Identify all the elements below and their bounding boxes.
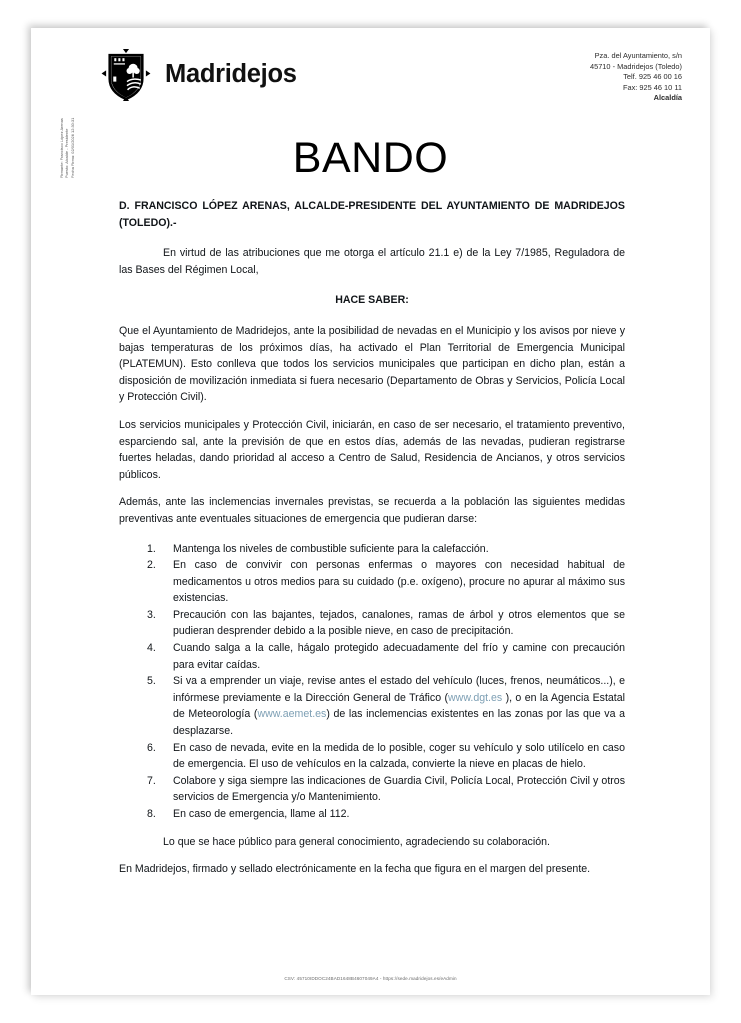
address-phone: Telf. 925 46 00 16 <box>623 72 682 82</box>
list-item: Precaución con las bajantes, tejados, canalones, ramas de árbol y otros elementos que se pudieran desprender debido a la posible nieve, en caso de precipitación. <box>173 608 625 638</box>
body-paragraph-3: Además, ante las inclemencias invernales previstas, se recuerda a la población las siguientes medidas preventivas ante eventuales situaciones de emergencia que pudieran darse: <box>119 496 625 525</box>
document-header <box>31 28 710 128</box>
aemet-website-link[interactable]: www.aemet.es <box>257 708 327 721</box>
measure-text-middle: ), o en la Agencia Estatal de Meteorología ( <box>173 691 625 721</box>
page-title: BANDO <box>292 134 449 182</box>
document-body <box>119 198 625 889</box>
document-page <box>31 28 710 995</box>
contact-address-block <box>590 51 682 104</box>
list-item: Mantenga los niveles de combustible suficiente para la calefacción. <box>173 542 489 555</box>
list-item: Colabore y siga siempre las indicaciones de Guardia Civil, Policía Local, Protección Civil y otros servicios de Emergencia y/o Mantenimiento. <box>173 774 625 804</box>
list-item <box>157 673 625 739</box>
address-city: 45710 - Madridejos (Toledo) <box>589 61 682 71</box>
list-item: En caso de convivir con personas enfermas o mayores con necesidad habitual de medicamentos u otros medios para su cuidado (p.e. oxígeno), procure no apurar al máximo sus existencias. <box>173 559 625 605</box>
measure-text-after: ) de las inclemencias existentes en las zonas por las que va a desplazarse. <box>173 708 625 738</box>
preventive-measures-list <box>119 541 625 823</box>
margin-signature-line-2: Puesto: Alcalde - Presidente <box>64 128 70 178</box>
measure-text-before: Si va a emprender un viaje, revise antes el estado del vehículo (luces, frenos, neumáticos...), e infórmese previamente e la Dirección General de Tráfico ( <box>173 675 625 704</box>
list-item: Cuando salga a la calle, hágalo protegido adecuadamente del frío y camine con precaución para evitar caídas. <box>173 642 625 671</box>
body-paragraph-1: Que el Ayuntamiento de Madridejos, ante la posibilidad de nevadas en el Municipio y los avisos por nieve y bajas temperaturas de los próximos días, ha activado el Plan Territorial de Emergencia Municipal (PLATEMUN). Esto conlleva que todos los servicios municipales que participan en dicho plan, están a disposición de movilización inmediata si fuera necesario (Departamento de Obras y Servicios, Policía Local y Protección Civil). <box>119 324 625 404</box>
brand-block <box>100 48 297 102</box>
preamble-paragraph: En virtud de las atribuciones que me otorga el artículo 21.1 e) de la Ley 7/1985, Reguladora de las Bases del Régimen Local, <box>119 247 625 276</box>
list-item: En caso de nevada, evite en la medida de lo posible, coger su vehículo y solo utilícelo en caso de emergencia. El uso de vehículos en la calzada, convierte la nieve en placas de hielo. <box>173 741 625 771</box>
address-street: Pza. del Ayuntamiento, s/n <box>594 51 682 60</box>
madridejos-coat-of-arms-icon <box>100 48 152 102</box>
address-fax: Fax: 925 46 10 11 <box>622 82 682 92</box>
margin-signature-line-3: Fecha Firma: 02/01/2026 12:30:31 <box>69 117 75 178</box>
csv-footer: CSV: 45710IDDOC24BAD1648B4607049A4 - https://sede.madridejos.es/eAdmin <box>284 976 457 981</box>
margin-signature-line-1: Firmante: Francisco López Arenas <box>59 118 64 178</box>
body-paragraph-2: Los servicios municipales y Protección Civil, iniciarán, en caso de ser necesario, el tratamiento preventivo, esparciendo sal, ante la previsión de que en estos días, además de las nevadas, pudieran registrarse fuertes heladas, dando prioridad al acceso a Centro de Salud, Residencia de Ancianos, y otros servicios públicos. <box>119 418 625 481</box>
dgt-website-link[interactable]: www.dgt.es <box>448 691 503 704</box>
list-item: En caso de emergencia, llame al 112. <box>173 808 350 820</box>
closing-paragraph-2: En Madridejos, firmado y sellado electrónicamente en la fecha que figura en el margen del presente. <box>119 863 591 876</box>
issuer-statement: D. FRANCISCO LÓPEZ ARENAS, ALCALDE-PRESIDENTE DEL AYUNTAMIENTO DE MADRIDEJOS (TOLEDO).- <box>119 200 625 229</box>
closing-paragraph-1: Lo que se hace público para general conocimiento, agradeciendo su colaboración. <box>163 835 550 848</box>
declaration-heading: HACE SABER: <box>335 294 409 307</box>
wordmark: Madridejos <box>165 60 297 89</box>
address-department: Alcaldía <box>653 93 682 103</box>
